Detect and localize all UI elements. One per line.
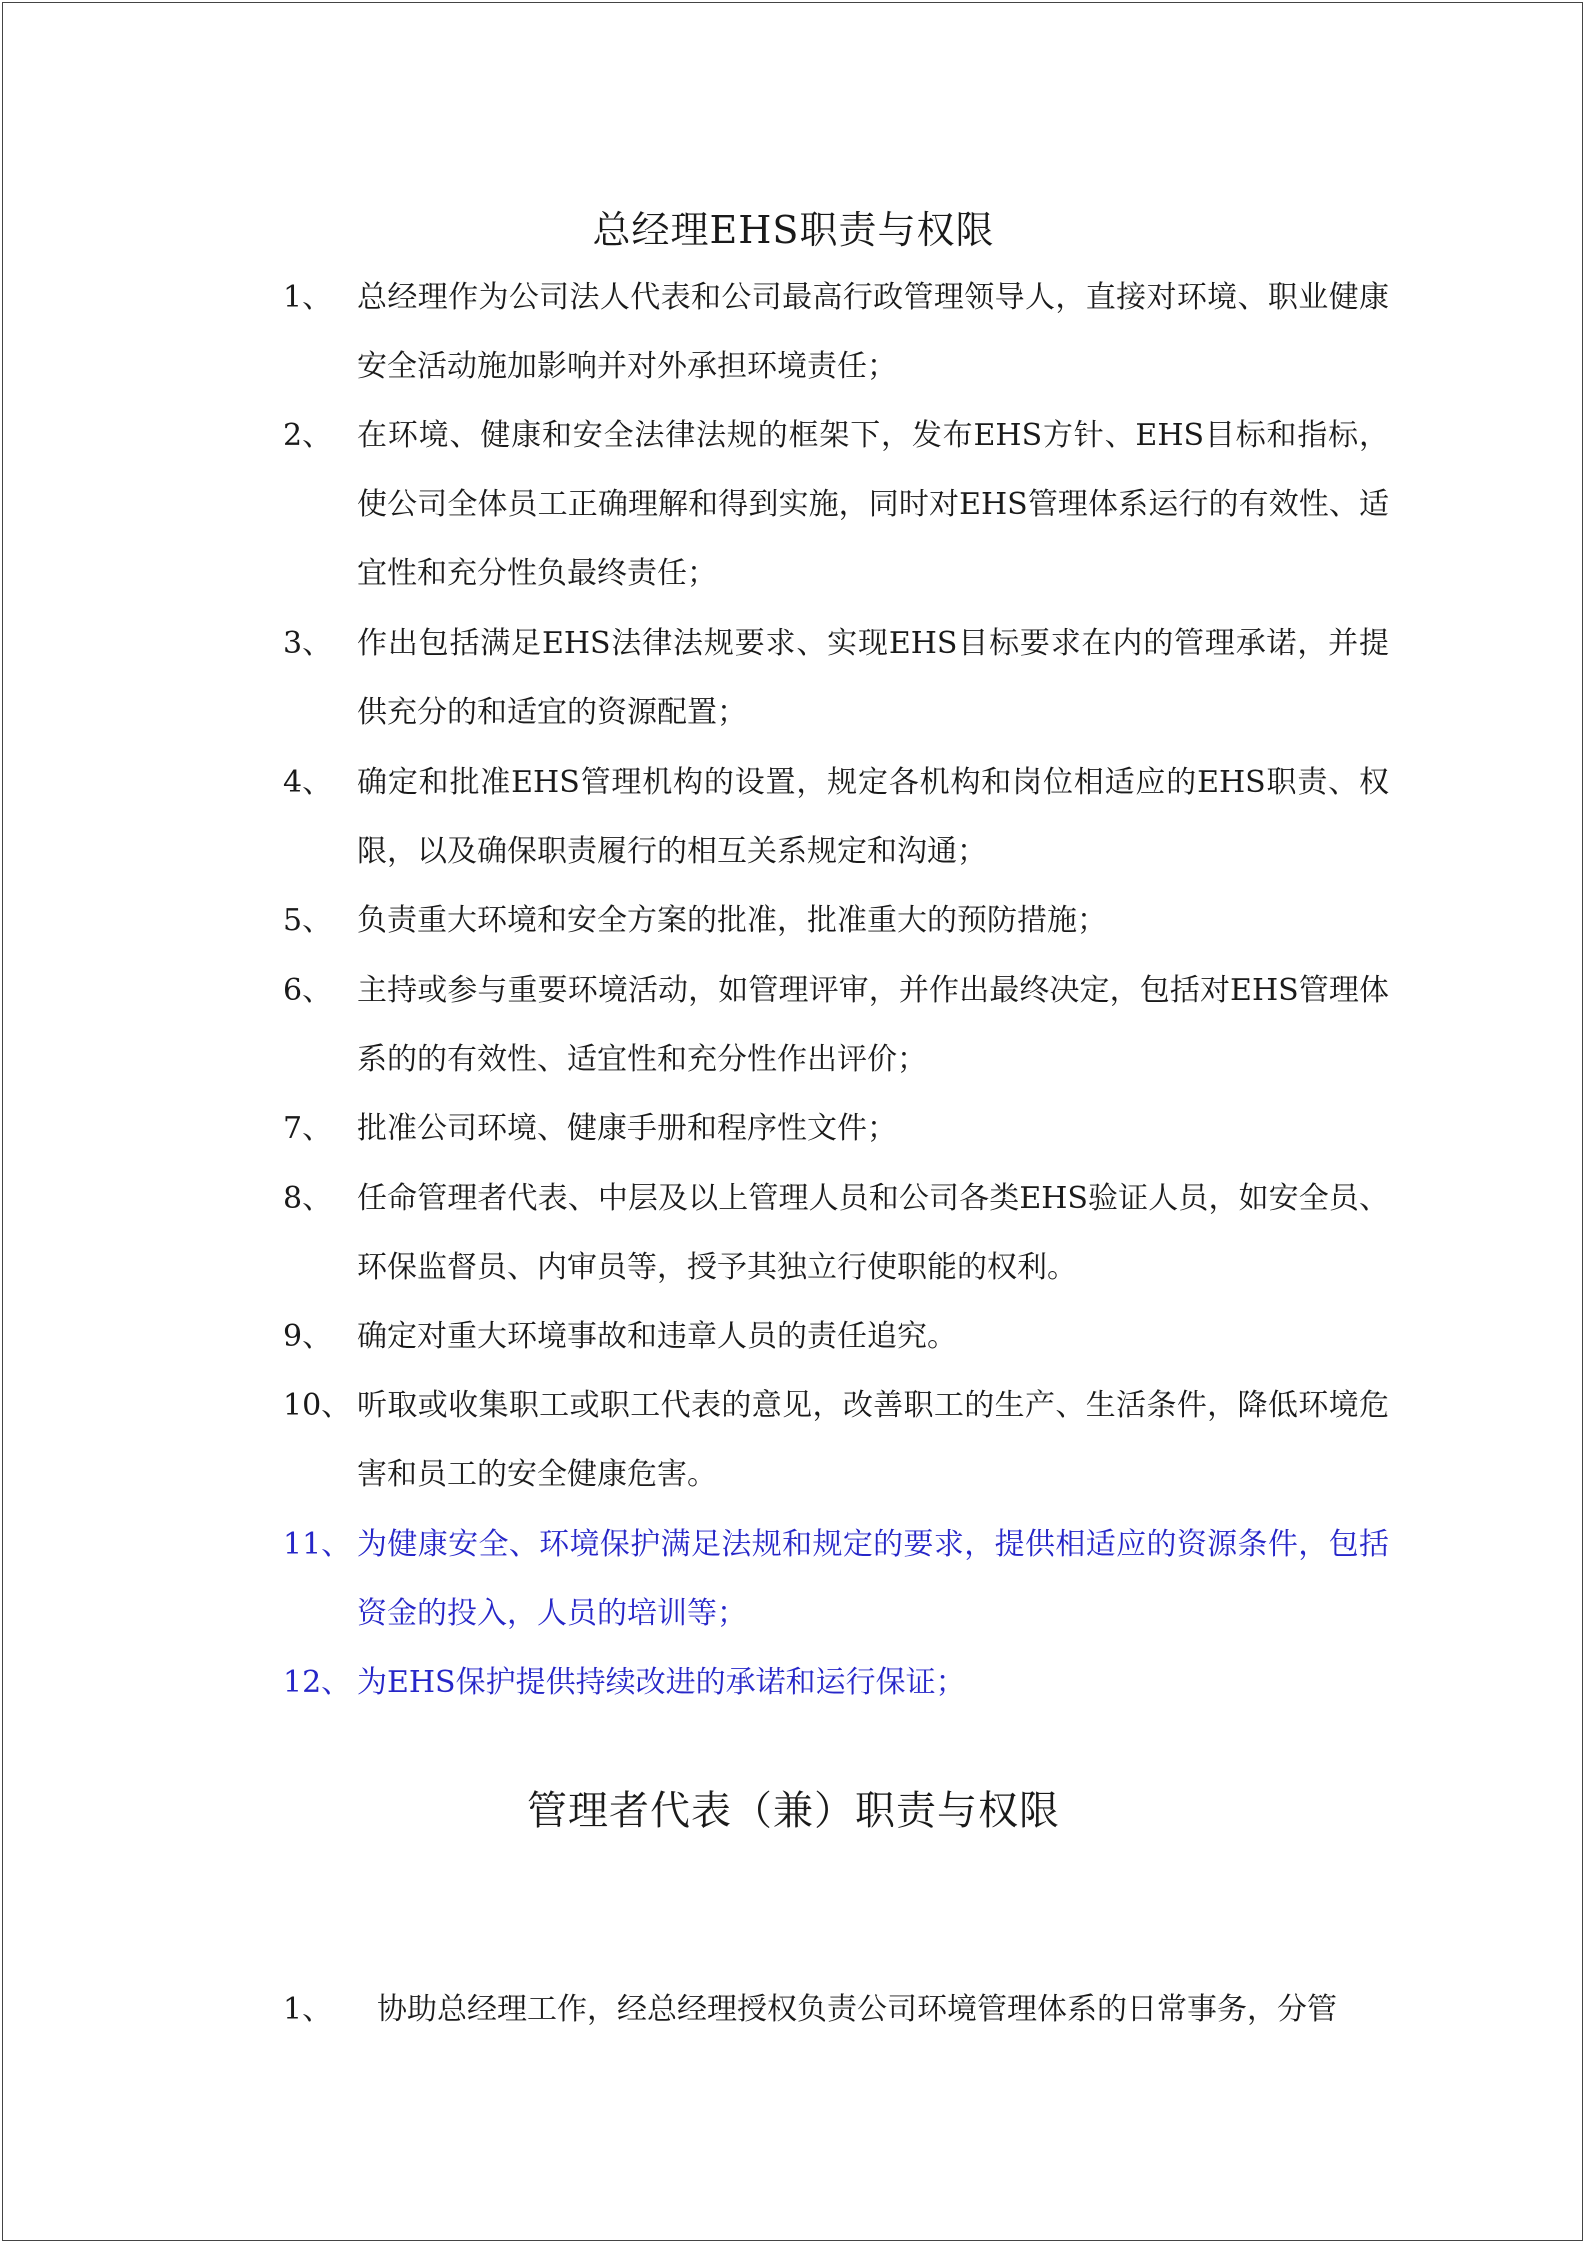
section-title-gm: 总经理EHS职责与权限 [592,208,995,252]
section-title-mr: 管理者代表（兼）职责与权限 [527,1788,1060,1834]
item-number: 6、 [283,973,333,1008]
item-text: 协助总经理工作，经总经理授权负责公司环境管理体系的日常事务，分管 [377,1992,1337,2027]
list-item [283,263,1393,401]
list-item [283,401,1393,608]
item-number: 11、 [283,1527,352,1562]
item-number: 5、 [283,903,333,938]
item-number: 12、 [283,1665,352,1700]
item-text: 作出包括满足EHS法律法规要求、实现EHS目标要求在内的管理承诺，并提供充分的和适宜的资源配置； [357,626,1389,730]
list-item [283,1094,1393,1163]
item-text: 总经理作为公司法人代表和公司最高行政管理领导人，直接对环境、职业健康安全活动施加影响并对外承担环境责任； [357,280,1389,384]
item-number: 7、 [283,1111,333,1146]
list-item [283,1164,1393,1302]
item-text: 为EHS保护提供持续改进的承诺和运行保证； [357,1665,966,1700]
list-item [283,609,1393,747]
item-number: 1、 [283,280,333,315]
list-item [283,1302,1393,1371]
list-item [283,956,1393,1094]
list-item [283,1510,1393,1648]
item-number: 4、 [283,765,333,800]
item-number: 9、 [283,1319,333,1354]
item-text: 为健康安全、环境保护满足法规和规定的要求，提供相适应的资源条件，包括资金的投入，人员的培训等； [357,1527,1389,1631]
item-number: 1、 [283,1992,333,2027]
item-number: 3、 [283,626,333,661]
item-text: 主持或参与重要环境活动，如管理评审，并作出最终决定，包括对EHS管理体系的的有效性、适宜性和充分性作出评价； [357,973,1389,1077]
item-text: 确定和批准EHS管理机构的设置，规定各机构和岗位相适应的EHS职责、权限，以及确保职责履行的相互关系规定和沟通； [357,765,1389,869]
list-item [283,886,1393,955]
list-item [283,1371,1393,1509]
item-text: 在环境、健康和安全法律法规的框架下，发布EHS方针、EHS目标和指标，使公司全体员工正确理解和得到实施，同时对EHS管理体系运行的有效性、适宜性和充分性负最终责任； [357,418,1389,591]
item-number: 8、 [283,1181,333,1216]
item-number: 10、 [283,1388,352,1423]
item-text: 任命管理者代表、中层及以上管理人员和公司各类EHS验证人员，如安全员、环保监督员、内审员等，授予其独立行使职能的权利。 [357,1181,1389,1285]
item-text: 听取或收集职工或职工代表的意见，改善职工的生产、生活条件，降低环境危害和员工的安全健康危害。 [357,1388,1389,1492]
list-item [283,1975,1393,2044]
document-page [2,2,1583,2241]
list-item [283,1648,1393,1717]
item-text: 确定对重大环境事故和违章人员的责任追究。 [357,1319,957,1354]
item-text: 负责重大环境和安全方案的批准，批准重大的预防措施； [357,903,1107,938]
item-text: 批准公司环境、健康手册和程序性文件； [357,1111,897,1146]
list-item [283,748,1393,886]
item-number: 2、 [283,418,333,453]
